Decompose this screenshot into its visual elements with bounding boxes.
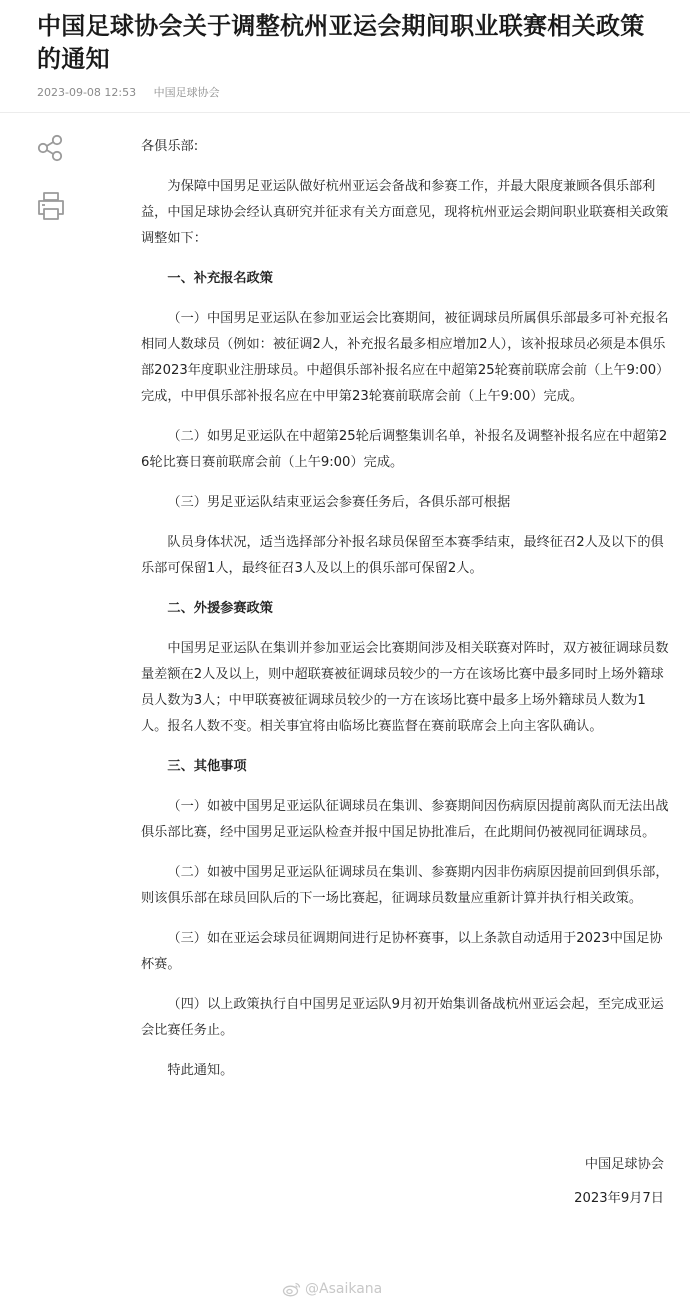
- print-button[interactable]: [34, 189, 68, 223]
- watermark: [282, 1279, 382, 1299]
- publish-datetime: 2023-09-08 12:53: [37, 86, 137, 99]
- paragraph: 中国男足亚运队在集训并参加亚运会比赛期间涉及相关联赛对阵时，双方被征调球员数量差额在2人及以上，则中超联赛被征调球员较少的一方在该场比赛中最多同时上场外籍球员人数为3人；中甲联赛被征调球员较少的一方在该场比赛中最多上场外籍球员人数为1人。报名人数不变。相关事宜将由临场比赛监督在赛前联席会上向主客队确认。: [141, 641, 669, 734]
- paragraph: （一）如被中国男足亚运队征调球员在集训、参赛期间因伤病原因提前离队而无法出战俱乐部比赛，经中国男足亚运队检查并报中国足协批准后，在此期间仍被视同征调球员。: [141, 799, 669, 840]
- share-icon: [34, 131, 68, 165]
- signature-organization: 中国足球协会: [584, 1157, 664, 1172]
- paragraph: （三）如在亚运会球员征调期间进行足协杯赛事，以上条款自动适用于2023中国足协杯赛。: [141, 931, 663, 972]
- article-body: [141, 134, 669, 1098]
- section-heading: 三、其他事项: [167, 759, 247, 774]
- closing-line: 特此通知。: [167, 1063, 234, 1078]
- paragraph: （一）中国男足亚运队在参加亚运会比赛期间，被征调球员所属俱乐部最多可补充报名相同人数球员（例如：被征调2人，补充报名最多相应增加2人），该补报球员必须是本俱乐部2023年度职业注册球员。中超俱乐部补报名应在中超第25轮赛前联席会前（上午9:00）完成，中甲俱乐部补报名应在中甲第23轮赛前联席会前（上午9:00）完成。: [141, 311, 669, 404]
- section-heading: 一、补充报名政策: [167, 271, 273, 286]
- salutation: 各俱乐部:: [141, 139, 199, 154]
- paragraph: （三）男足亚运队结束亚运会参赛任务后，各俱乐部可根据: [167, 495, 511, 510]
- intro-paragraph: 为保障中国男足亚运队做好杭州亚运会备战和参赛工作，并最大限度兼顾各俱乐部利益，中国足球协会经认真研究并征求有关方面意见，现将杭州亚运会期间职业联赛相关政策调整如下：: [141, 179, 669, 246]
- paragraph: （二）如被中国男足亚运队征调球员在集训、参赛期内因非伤病原因提前回到俱乐部，则该俱乐部在球员回队后的下一场比赛起，征调球员数量应重新计算并执行相关政策。: [141, 865, 669, 906]
- paragraph: （二）如男足亚运队在中超第25轮后调整集训名单，补报名及调整补报名应在中超第26轮比赛日赛前联席会前（上午9:00）完成。: [141, 429, 668, 470]
- article-title: 中国足球协会关于调整杭州亚运会期间职业联赛相关政策的通知: [37, 12, 645, 73]
- paragraph: 队员身体状况，适当选择部分补报名球员保留至本赛季结束，最终征召2人及以下的俱乐部可保留1人，最终征召3人及以上的俱乐部可保留2人。: [141, 535, 664, 576]
- paragraph: （四）以上政策执行自中国男足亚运队9月初开始集训备战杭州亚运会起，至完成亚运会比赛任务止。: [141, 997, 664, 1038]
- weibo-icon: [282, 1281, 302, 1297]
- print-icon: [34, 189, 68, 223]
- article-meta: [37, 86, 220, 100]
- section-heading: 二、外援参赛政策: [167, 601, 273, 616]
- share-button[interactable]: [34, 131, 68, 165]
- header-divider: [0, 112, 690, 113]
- signature-date: 2023年9月7日: [574, 1191, 664, 1206]
- article-source[interactable]: 中国足球协会: [153, 86, 220, 99]
- watermark-text: @Asaikana: [305, 1281, 383, 1297]
